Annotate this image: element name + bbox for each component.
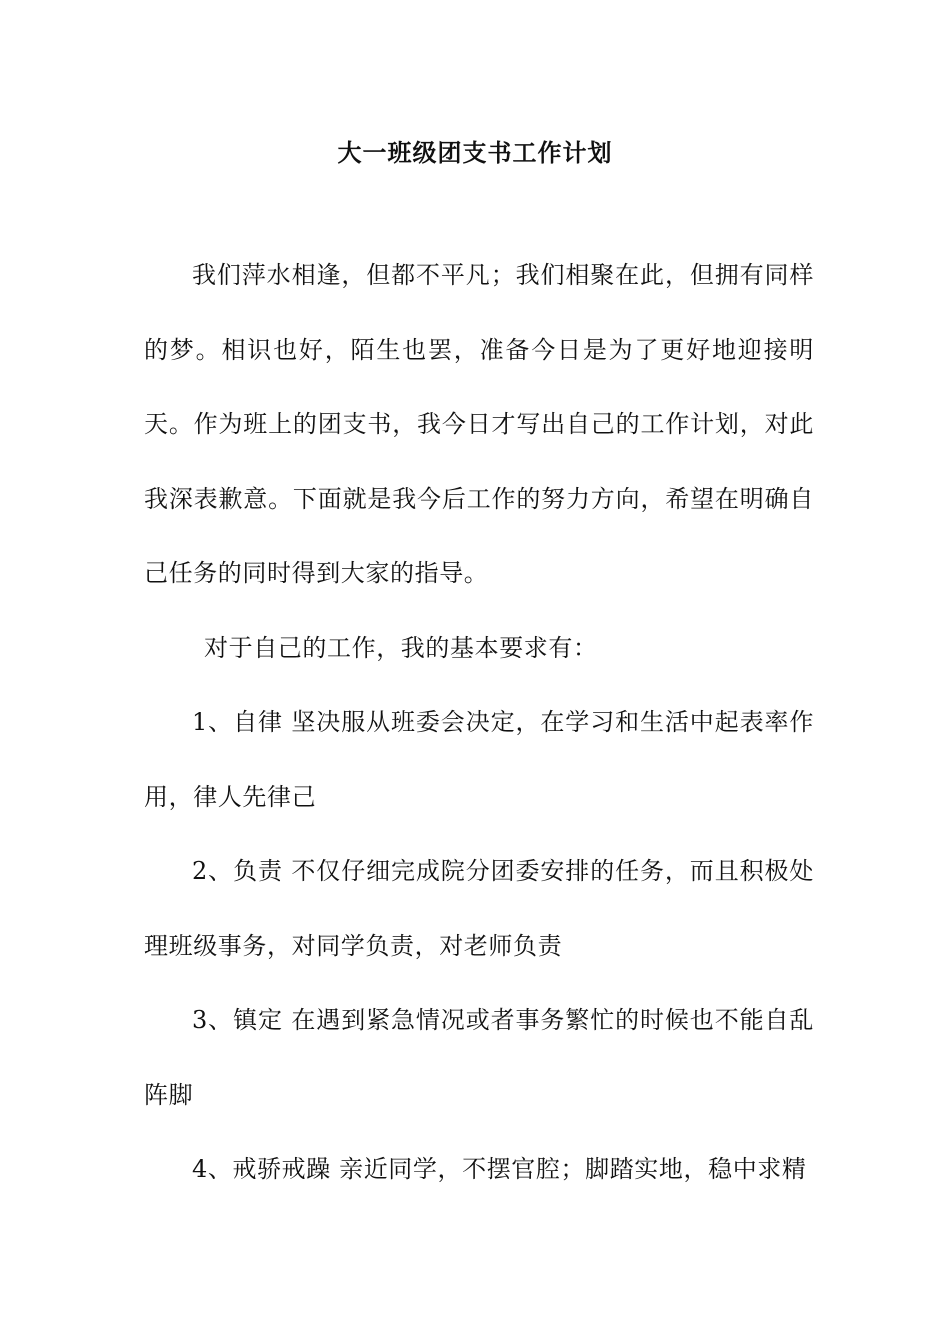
- list-item-composure: 3、镇定 在遇到紧急情况或者事务繁忙的时候也不能自乱阵脚: [144, 1006, 814, 1109]
- list-item-responsibility: 2、负责 不仅仔细完成院分团委安排的任务，而且积极处理班级事务，对同学负责，对老师负责: [144, 857, 814, 960]
- document-title: 大一班级团支书工作计划: [337, 138, 613, 167]
- list-item-humility: 4、戒骄戒躁 亲近同学，不摆官腔；脚踏实地，稳中求精: [192, 1155, 807, 1183]
- paragraph-requirements-heading: 对于自己的工作，我的基本要求有：: [204, 633, 598, 662]
- paragraph-intro: 我们萍水相逢，但都不平凡；我们相聚在此，但拥有同样的梦。相识也好，陌生也罢，准备今日是为了更好地迎接明天。作为班上的团支书，我今日才写出自己的工作计划，对此我深表歉意。下面就是我今后工作的努力方向，希望在明确自己任务的同时得到大家的指导。: [144, 261, 814, 587]
- document-body: [144, 238, 814, 1207]
- list-item-self-discipline: 1、自律 坚决服从班委会决定，在学习和生活中起表率作用，律人先律己: [144, 708, 814, 811]
